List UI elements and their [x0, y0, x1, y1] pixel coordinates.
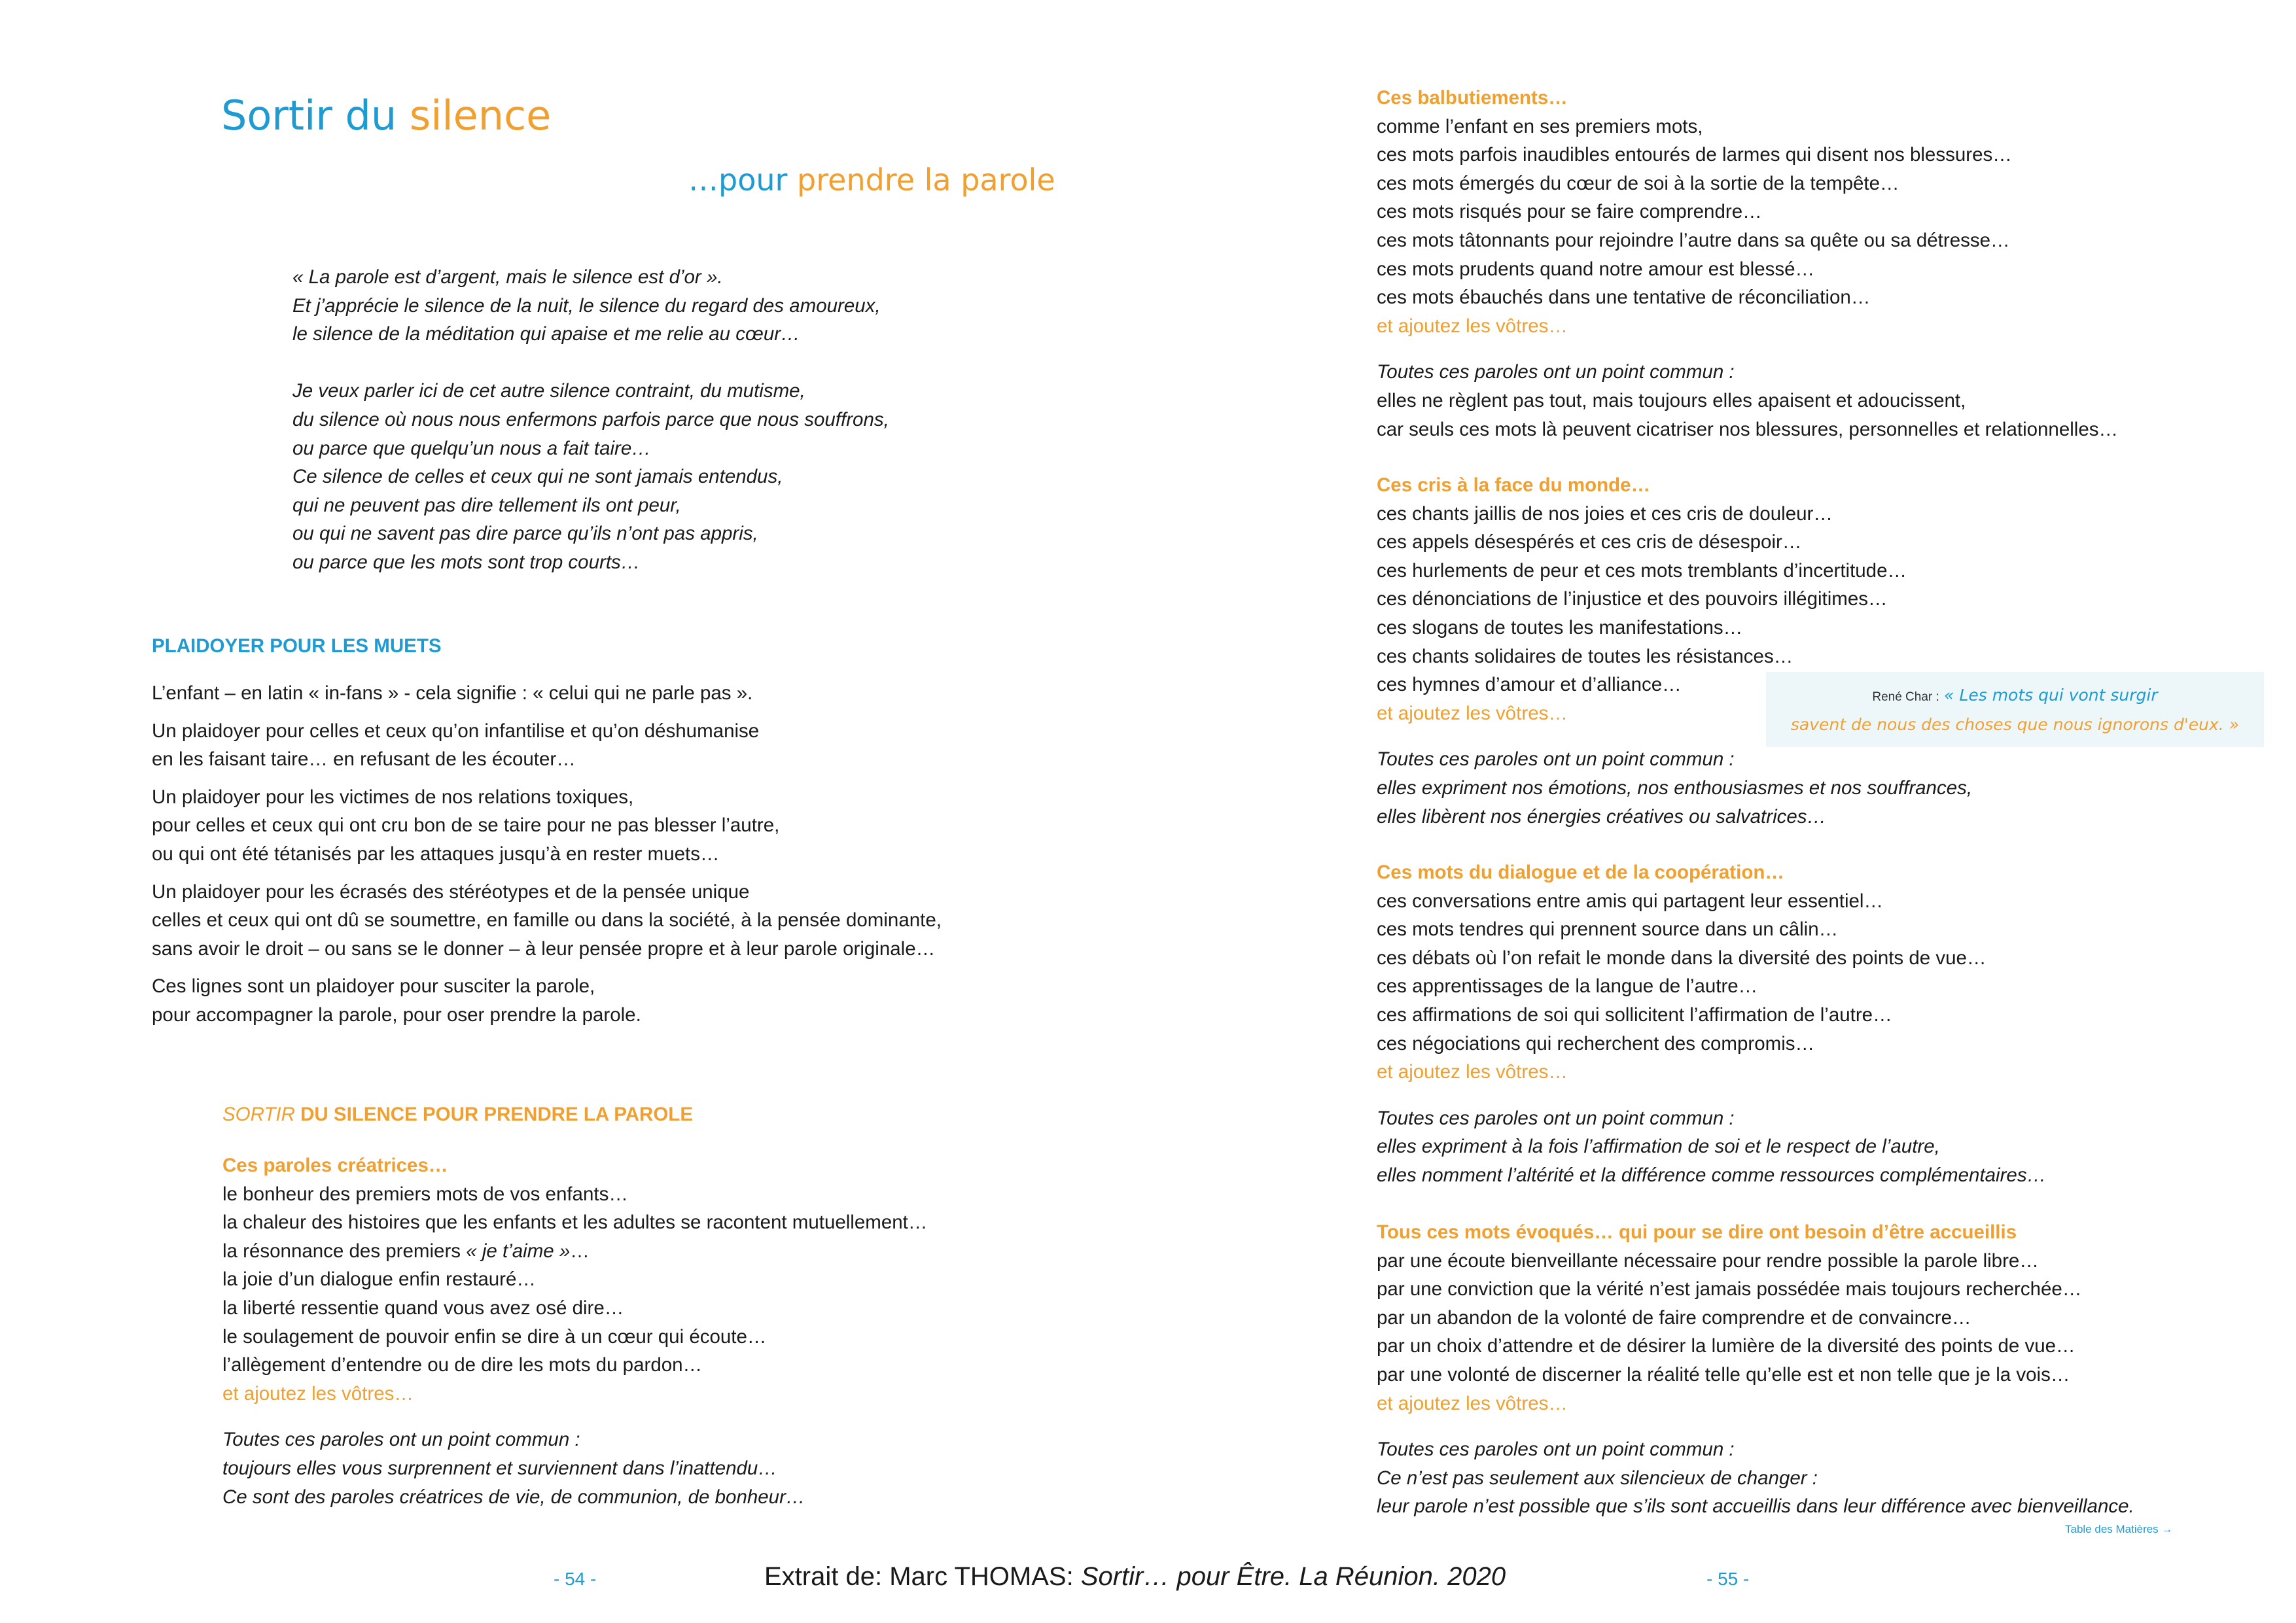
plaidoyer-line: ou qui ont été tétanisés par les attaques jusqu’à en rester muets…: [152, 843, 720, 865]
title-part2: silence: [409, 92, 552, 139]
quote-text2: savent de nous des choses que nous ignorons d'eux. »: [1790, 715, 2240, 734]
plaidoyer-line: Un plaidoyer pour les victimes de nos relations toxiques,: [152, 786, 634, 808]
creatrices-block: [222, 1151, 927, 1511]
creatrices-common: Toutes ces paroles ont un point commun :: [222, 1429, 580, 1451]
balbutiements-line: ces mots tâtonnants pour rejoindre l’autre dans sa quête ou sa détresse…: [1377, 229, 2010, 251]
balbutiements-add: et ajoutez les vôtres…: [1377, 315, 1568, 337]
creatrices-line: l’allègement d’entendre ou de dire les mots du pardon…: [222, 1354, 703, 1376]
creatrices-line: la joie d’un dialogue enfin restauré…: [222, 1268, 536, 1291]
balbutiements-line: ces mots ébauchés dans une tentative de réconciliation…: [1377, 287, 1871, 309]
cris-heading: Ces cris à la face du monde…: [1377, 474, 1651, 496]
balbutiements-common: car seuls ces mots là peuvent cicatriser nos blessures, personnelles et relationnelles…: [1377, 418, 2119, 440]
plaidoyer-para1: L’enfant – en latin « in-fans » - cela signifie : « celui qui ne parle pas ».: [152, 682, 753, 704]
accueillis-common: Toutes ces paroles ont un point commun :: [1377, 1439, 1735, 1461]
intro-line: le silence de la méditation qui apaise et me relie au cœur…: [292, 323, 800, 345]
rene-char-quote: [1766, 672, 2264, 747]
creatrices-common: Ce sont des paroles créatrices de vie, de communion, de bonheur…: [222, 1486, 805, 1508]
plaidoyer-heading: PLAIDOYER POUR LES MUETS: [152, 635, 442, 657]
balbutiements-common: elles ne règlent pas tout, mais toujours elles apaisent et adoucissent,: [1377, 389, 1966, 411]
creatrices-line: le bonheur des premiers mots de vos enfants…: [222, 1183, 628, 1205]
plaidoyer-line: en les faisant taire… en refusant de les écouter…: [152, 748, 576, 771]
cris-line: ces hymnes d’amour et d’alliance…: [1377, 674, 1682, 696]
dialogue-line: ces débats où l’on refait le monde dans la diversité des points de vue…: [1377, 947, 1987, 969]
accueillis-common: Ce n’est pas seulement aux silencieux de changer :: [1377, 1467, 1818, 1489]
subtitle-part2: prendre la parole: [797, 162, 1055, 198]
creatrices-line3-pre: la résonnance des premiers: [222, 1240, 467, 1262]
dialogue-common: elles nomment l’altérité et la différence comme ressources complémentaires…: [1377, 1164, 2047, 1186]
cris-line: ces appels désespérés et ces cris de désespoir…: [1377, 531, 1802, 553]
dialogue-line: ces mots tendres qui prennent source dans un câlin…: [1377, 918, 1839, 941]
page-number-left: - 54 -: [554, 1569, 597, 1589]
cris-line: ces hurlements de peur et ces mots tremblants d’incertitude…: [1377, 559, 1907, 582]
dialogue-common: elles expriment à la fois l’affirmation de soi et le respect de l’autre,: [1377, 1136, 1940, 1158]
quote-author: René Char :: [1872, 690, 1939, 704]
intro-line: du silence où nous nous enfermons parfois parce que nous souffrons,: [292, 408, 889, 430]
accueillis-heading: Tous ces mots évoqués… qui pour se dire ont besoin d’être accueillis: [1377, 1221, 2017, 1243]
intro-quote: [292, 263, 889, 577]
balbutiements-block: [1377, 84, 2118, 444]
dialogue-line: ces apprentissages de la langue de l’autre…: [1377, 975, 1758, 998]
plaidoyer-line: Un plaidoyer pour celles et ceux qu’on infantilise et qu’on déshumanise: [152, 720, 760, 742]
plaidoyer-line: pour accompagner la parole, pour oser prendre la parole.: [152, 1003, 641, 1026]
plaidoyer-line: celles et ceux qui ont dû se soumettre, en famille ou dans la société, à la pensée dominante,: [152, 909, 942, 932]
creatrices-common: toujours elles vous surprennent et surviennent dans l’inattendu…: [222, 1457, 777, 1479]
accueillis-line: par un abandon de la volonté de faire comprendre et de convaincre…: [1377, 1306, 1971, 1329]
accueillis-line: par une conviction que la vérité n’est jamais possédée mais toujours recherchée…: [1377, 1278, 2082, 1300]
cris-add: et ajoutez les vôtres…: [1377, 702, 1568, 724]
accueillis-common: leur parole n’est possible que s’ils sont accueillis dans leur différence avec bienveillance.: [1377, 1495, 2134, 1518]
balbutiements-line: ces mots émergés du cœur de soi à la sortie de la tempête…: [1377, 172, 1899, 194]
section-heading-rest: DU SILENCE POUR PRENDRE LA PAROLE: [294, 1104, 693, 1125]
accueillis-line: par un choix d’attendre et de désirer la lumière de la diversité des points de vue…: [1377, 1335, 2075, 1357]
intro-line: ou parce que quelqu’un nous a fait taire…: [292, 437, 651, 459]
balbutiements-heading: Ces balbutiements…: [1377, 87, 1568, 109]
creatrices-line: le soulagement de pouvoir enfin se dire à un cœur qui écoute…: [222, 1325, 767, 1348]
accueillis-line: par une volonté de discerner la réalité telle qu’elle est et non telle que je la vois…: [1377, 1363, 2070, 1386]
intro-line: ou qui ne savent pas dire parce qu’ils n’ont pas appris,: [292, 523, 758, 545]
section-heading-em: SORTIR: [222, 1104, 295, 1125]
creatrices-add: et ajoutez les vôtres…: [222, 1382, 414, 1405]
intro-line: « La parole est d’argent, mais le silence est d’or ».: [292, 266, 723, 288]
cris-block: [1377, 471, 1972, 831]
cris-line: ces dénonciations de l’injustice et des pouvoirs illégitimes…: [1377, 588, 1888, 610]
balbutiements-common: Toutes ces paroles ont un point commun :: [1377, 361, 1735, 383]
cris-common: elles libèrent nos énergies créatives ou salvatrices…: [1377, 805, 1827, 828]
subtitle-part1: …pour: [688, 162, 788, 198]
creatrices-line: [222, 1237, 927, 1266]
table-of-contents-link[interactable]: Table des Matières →: [2065, 1523, 2173, 1535]
plaidoyer-line: Ces lignes sont un plaidoyer pour susciter la parole,: [152, 975, 595, 998]
plaidoyer-line: pour celles et ceux qui ont cru bon de se taire pour ne pas blesser l’autre,: [152, 814, 780, 837]
page-title: [221, 92, 551, 139]
balbutiements-line: ces mots parfois inaudibles entourés de larmes qui disent nos blessures…: [1377, 144, 2012, 166]
creatrices-line: la liberté ressentie quand vous avez osé dire…: [222, 1297, 624, 1319]
intro-line: Je veux parler ici de cet autre silence contraint, du mutisme,: [292, 380, 805, 402]
footer-citation: [764, 1562, 1506, 1592]
quote-text1: « Les mots qui vont surgir: [1944, 686, 2158, 705]
cris-line: ces chants jaillis de nos joies et ces cris de douleur…: [1377, 502, 1833, 525]
intro-line: qui ne peuvent pas dire tellement ils ont peur,: [292, 494, 681, 516]
intro-line: Et j’apprécie le silence de la nuit, le silence du regard des amoureux,: [292, 294, 881, 317]
creatrices-heading: Ces paroles créatrices…: [222, 1155, 448, 1176]
spacer: [292, 349, 889, 377]
plaidoyer-body: [152, 679, 942, 1030]
accueillis-line: par une écoute bienveillante nécessaire pour rendre possible la parole libre…: [1377, 1249, 2039, 1272]
balbutiements-line: ces mots prudents quand notre amour est blessé…: [1377, 258, 1815, 280]
intro-line: Ce silence de celles et ceux qui ne sont jamais entendus,: [292, 466, 783, 488]
dialogue-line: ces conversations entre amis qui partagent leur essentiel…: [1377, 890, 1883, 912]
creatrices-line3-post: …: [570, 1240, 590, 1262]
title-part1: Sortir du: [221, 92, 397, 139]
quote-line1: [1766, 685, 2264, 705]
accueillis-add: et ajoutez les vôtres…: [1377, 1392, 1568, 1414]
cris-line: ces slogans de toutes les manifestations…: [1377, 616, 1743, 638]
cris-line: ces chants solidaires de toutes les résistances…: [1377, 645, 1793, 667]
balbutiements-line: comme l’enfant en ses premiers mots,: [1377, 115, 1703, 137]
footer-prefix: Extrait de: Marc THOMAS:: [764, 1562, 1081, 1591]
accueillis-block: [1377, 1218, 2134, 1521]
plaidoyer-line: sans avoir le droit – ou sans se le donner – à leur pensée propre et à leur parole originale…: [152, 937, 936, 960]
dialogue-block: [1377, 858, 2046, 1190]
page-subtitle: [688, 162, 1055, 198]
creatrices-line: la chaleur des histoires que les enfants et les adultes se racontent mutuellement…: [222, 1212, 928, 1234]
dialogue-add: et ajoutez les vôtres…: [1377, 1061, 1568, 1083]
section-heading: [222, 1100, 693, 1129]
balbutiements-line: ces mots risqués pour se faire comprendre…: [1377, 201, 1762, 223]
footer-work: Sortir… pour Être. La Réunion. 2020: [1080, 1562, 1506, 1591]
cris-common: Toutes ces paroles ont un point commun :: [1377, 748, 1735, 771]
page-number-right: - 55 -: [1706, 1569, 1750, 1589]
dialogue-line: ces affirmations de soi qui sollicitent l’affirmation de l’autre…: [1377, 1003, 1892, 1026]
creatrices-line3-em: « je t’aime »: [466, 1240, 571, 1262]
dialogue-heading: Ces mots du dialogue et de la coopération…: [1377, 862, 1784, 883]
intro-line: ou parce que les mots sont trop courts…: [292, 551, 641, 573]
dialogue-line: ces négociations qui recherchent des compromis…: [1377, 1032, 1814, 1055]
cris-common: elles expriment nos émotions, nos enthousiasmes et nos souffrances,: [1377, 777, 1973, 799]
dialogue-common: Toutes ces paroles ont un point commun :: [1377, 1107, 1735, 1129]
plaidoyer-line: Un plaidoyer pour les écrasés des stéréotypes et de la pensée unique: [152, 881, 750, 903]
